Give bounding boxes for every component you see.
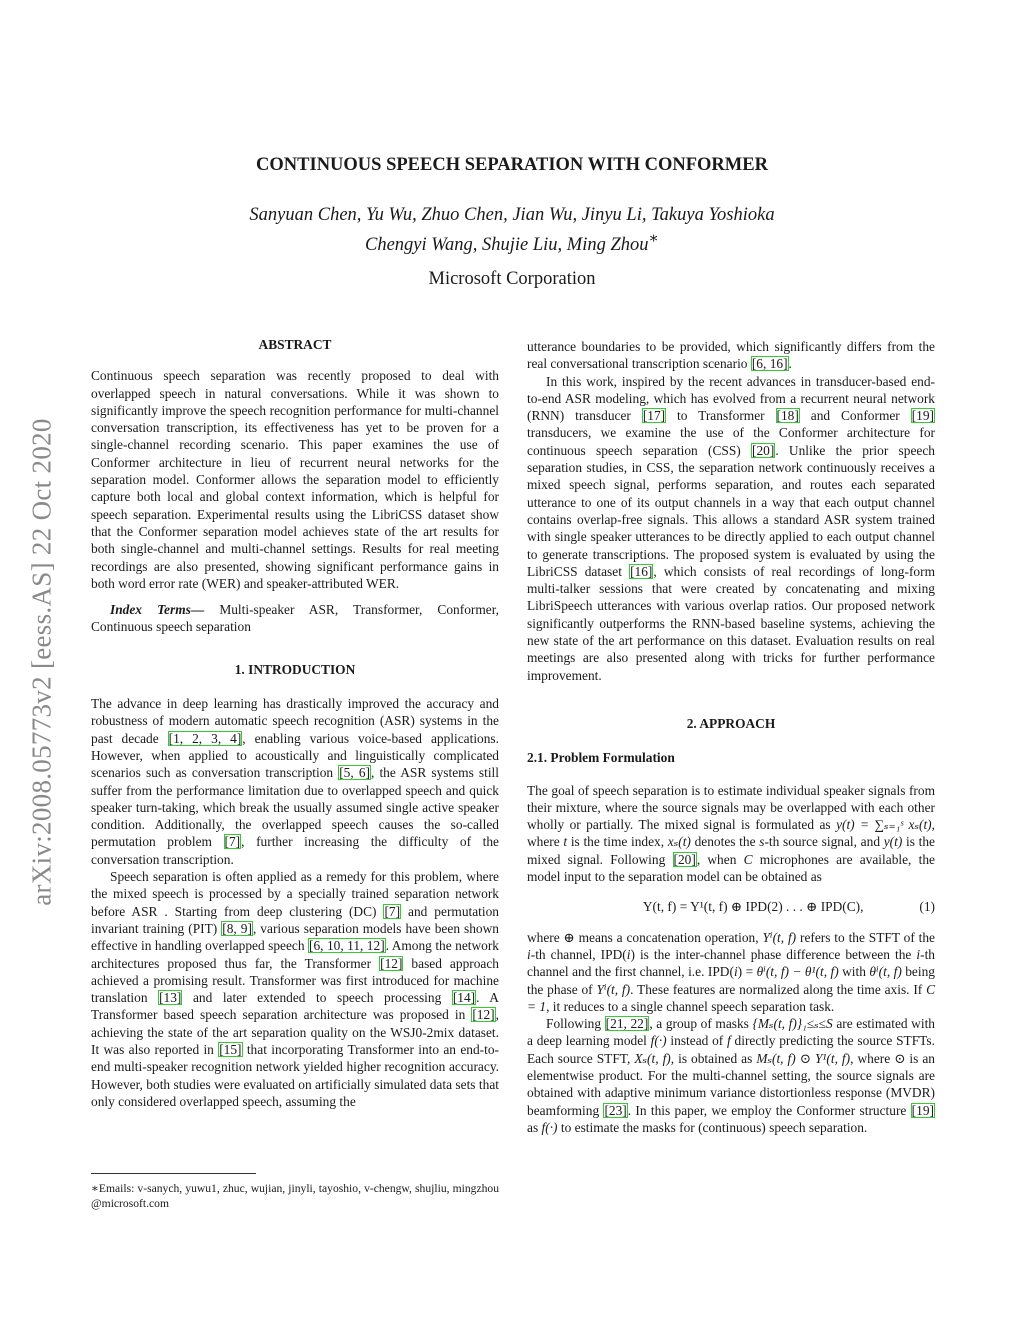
math-expression: i [916,946,921,962]
equation-number: (1) [919,899,935,915]
citation-link[interactable]: [6, 10, 11, 12] [309,938,385,954]
author-list [0,204,1024,257]
citation-link[interactable]: [12] [472,1007,495,1023]
index-terms-label: Index Terms— [110,602,205,618]
math-expression: f [727,1033,731,1049]
citation-link[interactable]: [13] [159,990,182,1006]
citation-link[interactable]: [20] [673,851,696,867]
footnote-marker: ∗ [648,230,659,247]
citation-link[interactable]: [15] [219,1041,242,1057]
math-expression: y(t) [883,834,903,850]
citation-link[interactable]: [7] [384,903,401,919]
citation-link[interactable]: [12] [380,955,403,971]
math-expression: s [759,834,765,850]
affiliation: Microsoft Corporation [428,269,596,289]
citation-link[interactable]: [19] [911,1102,934,1118]
math-expression: y(t) = ∑ₛ₌₁ˢ xₛ(t) [836,817,932,833]
intro-paragraph-3: In this work, inspired by the recent advances in transducer-based end-to-end ASR modeling, which has evolved from a recurrent neural network (RNN) transducer [17] to Transformer [18] and Conformer [19] transducers, we examine the use of the Conformer architecture for continuous speech separation (CSS) [20]. Unlike the prior speech separation studies, in CSS, the separation network continuously receives a mixed speech signal, performs separation, and routes each separated utterance to one of its output channels in a way that each output channel contains overlap-free signals. This allows a standard ASR system trained with single speaker utterances to be directly applied to each output channel to generate transcriptions. The proposed system is evaluated by using the LibriCSS dataset [16], which consists of real recordings of long-form multi-talker sessions that were created by concatenating and mixing LibriSpeech utterances with various overlap ratios. Our proposed network significantly outperforms the RNN-based baseline systems, achieving the new state of the art performance on this dataset. Evaluation results on real meetings are also presented along with tricks for further performance improvement. [527,373,935,683]
problem-formulation-heading: 2.1. Problem Formulation [527,750,675,766]
math-expression: xₛ(t) [667,834,691,850]
math-expression: θⁱ(t, f) − θ¹(t, f) [756,964,839,980]
equation-body: Y(t, f) = Y¹(t, f) ⊕ IPD(2) . . . ⊕ IPD(C), [642,899,864,915]
math-expression: Xₛ(t, f) [634,1050,671,1066]
math-expression: Yⁱ(t, f) [596,981,631,997]
equation-1 [527,898,935,915]
left-column [91,336,499,1110]
intro-paragraph-1: The advance in deep learning has drastically improved the accuracy and robustness of modern automatic speech recognition (ASR) systems in the past decade [1, 2, 3, 4], enabling various voice-based applications. However, when applied to acoustically and linguistically complicated scenarios such as conversation transcription [5, 6], the ASR systems still suffer from the performance limitation due to overlapped speech and quick speaker turn-taking, which break the usually assumed single active speaker condition. Additionally, the overlapped speech causes the so-called permutation problem [7], further increasing the difficulty of the conversation transcription. [91,696,499,867]
footnote: ∗Emails: v-sanych, yuwu1, zhuc, wujian, jinyli, tayoshio, v-chengw, shujliu, mingzhou @microsoft.com [91,1182,499,1210]
math-expression: i [527,946,531,962]
approach-heading: 2. APPROACH [686,715,776,731]
math-expression: C [743,851,753,867]
approach-paragraph-1: The goal of speech separation is to estimate individual speaker signals from their mixture, where the source signals may be overlapped with each other wholly or partially. The mixed signal is formulated as y(t) = ∑ₛ₌₁ˢ xₛ(t), where t is the time index, xₛ(t) denotes the s-th source signal, and y(t) is the mixed signal. Following [20], when C microphones are available, the model input to the separation model can be obtained as [527,782,935,885]
citation-link[interactable]: [23] [604,1102,627,1118]
arxiv-identifier: arXiv:2008.05773v2 [eess.AS] 22 Oct 2020 [26,418,57,906]
approach-paragraph-3: Following [21, 22], a group of masks {Mₛ(t, f)}₁≤ₛ≤S are estimated with a deep learning model f(·) instead of f directly predicting the source STFTs. Each source STFT, Xₛ(t, f), is obtained as Mₛ(t, f) ⊙ Y¹(t, f), where ⊙ is an elementwise product. For the multi-channel setting, the source signals are obtained with adaptive minimum variance distortionless response (MVDR) beamforming [23]. In this paper, we employ the Conformer structure [19] as f(·) to estimate the masks for (continuous) speech separation. [527,1016,936,1135]
math-expression: i [733,964,738,980]
abstract-text: Continuous speech separation was recently proposed to deal with overlapped speech in natural conversations. While it was shown to significantly improve the speech recognition performance for multi-channel conversation transcription, its effectiveness has yet to be proven for a single-channel recording scenario. This paper examines the use of Conformer architecture in lieu of recurrent neural networks for the separation model. Conformer allows the separation model to efficiently capture both local and global context information, which is helpful for speech separation. Experimental results using the LibriCSS dataset show that the Conformer separation model achieves state of the art results for both single-channel and multi-channel settings. Results for real meeting recordings are also presented, showing significant performance gains in both word error rate (WER) and speaker-attributed WER. [91,368,499,591]
authors-line-1: Sanyuan Chen, Yu Wu, Zhuo Chen, Jian Wu, Jinyu Li, Takuya Yoshioka [249,205,775,225]
math-expression: i [626,946,631,962]
citation-link[interactable]: [5, 6] [339,765,370,781]
citation-link[interactable]: [21, 22] [605,1016,649,1032]
math-expression: t [563,834,568,850]
citation-link[interactable]: [14] [452,990,476,1006]
citation-link[interactable]: [6, 16] [751,356,788,372]
intro-paragraph-2: Speech separation is often applied as a remedy for this problem, where the mixed speech is processed by a specially trained separation network before ASR . Starting from deep clustering (DC) [7] and permutation invariant training (PIT) [8, 9], various separation models have been shown effective in handling overlapped speech [6, 10, 11, 12]. Among the network architectures proposed thus far, the Transformer [12] based approach achieved a promising result. Transformer was first introduced for machine translation [13] and later extended to speech processing [14]. A Transformer based speech separation architecture was proposed in [12], achieving the state of the art separation quality on the WSJ0-2mix dataset. It was also reported in [15] that incorporating Transformer into an end-to-end multi-speaker recognition network yielded higher recognition accuracy. However, both studies were evaluated on artificially simulated data sets that only considered overlapped speech, assuming the [91,869,500,1109]
intro-continuation: utterance boundaries to be provided, which significantly differs from the real conversational transcription scenario [6, 16]. [527,339,935,372]
approach-paragraph-2: where ⊕ means a concatenation operation, Yⁱ(t, f) refers to the STFT of the i-th channel, IPD(i) is the inter-channel phase difference between the i-th channel and the first channel, i.e. IPD(i) = θⁱ(t, f) − θ¹(t, f) with θⁱ(t, f) being the phase of Yⁱ(t, f). These features are normalized along the time axis. If C = 1, it reduces to a single channel speech separation task. [527,929,935,1014]
math-expression: Mₛ(t, f) ⊙ Y¹(t, f) [756,1050,851,1066]
citation-link[interactable]: [20] [752,442,775,458]
math-expression: C = 1 [527,981,935,1014]
citation-link[interactable]: [16] [630,563,653,579]
introduction-heading: 1. INTRODUCTION [234,661,356,677]
authors-line-2: Chengyi Wang, Shujie Liu, Ming Zhou∗ [365,230,659,256]
footnote-rule [91,1173,256,1174]
math-expression: f(·) [650,1033,667,1049]
math-expression: Yⁱ(t, f) [762,929,797,945]
index-terms: Index Terms— Multi-speaker ASR, Transformer, Conformer, Continuous speech separation [91,602,499,635]
math-expression: {Mₛ(t, f)}₁≤ₛ≤S [752,1016,833,1032]
citation-link[interactable]: [19] [911,408,934,424]
math-expression: θⁱ(t, f) [869,964,902,980]
citation-link[interactable]: [8, 9] [222,920,252,936]
citation-link[interactable]: [1, 2, 3, 4] [168,730,242,746]
citation-link[interactable]: [18] [776,408,799,424]
paper-title: CONTINUOUS SPEECH SEPARATION WITH CONFORMER [256,155,768,175]
right-column [527,338,935,1136]
math-expression: f(·) [541,1119,558,1135]
citation-link[interactable]: [7] [224,834,241,850]
abstract-heading: ABSTRACT [258,337,332,352]
arxiv-sidebar [0,0,90,1325]
citation-link[interactable]: [17] [642,408,666,424]
